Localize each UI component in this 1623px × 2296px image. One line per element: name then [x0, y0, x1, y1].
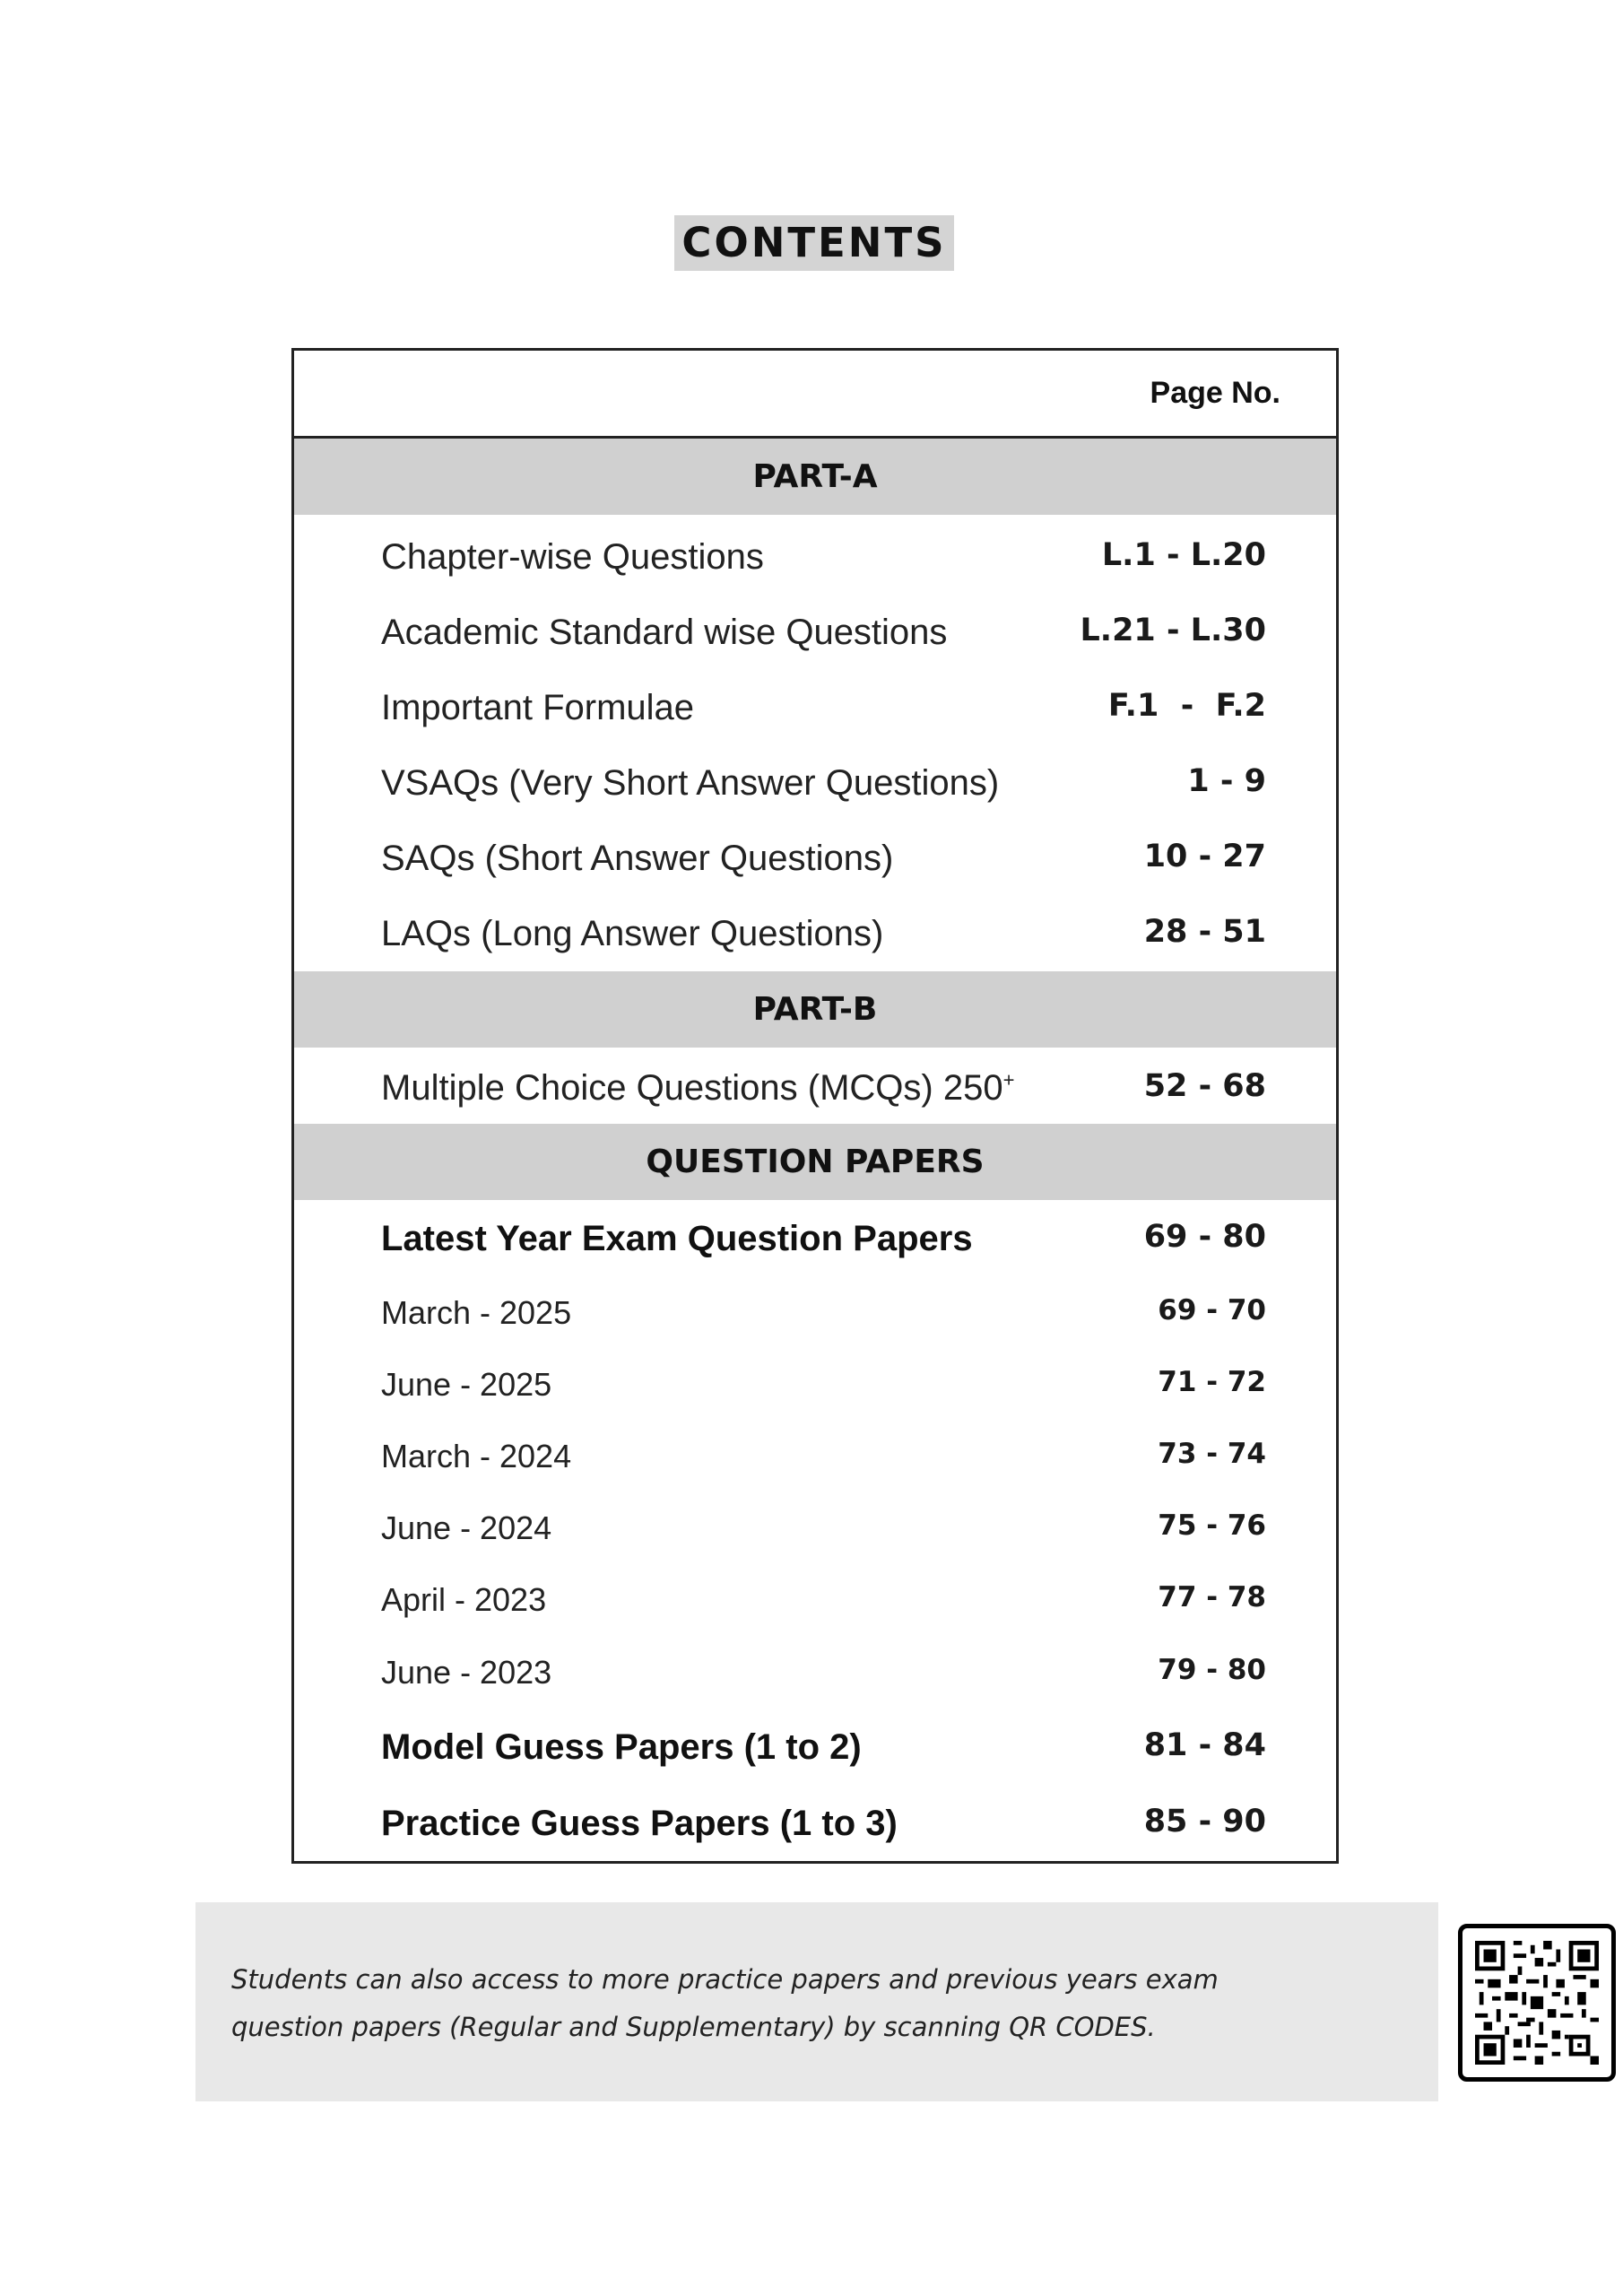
item-label: Important Formulae — [381, 688, 695, 727]
item-label: Academic Standard wise Questions — [381, 613, 948, 652]
item-pages: 79 - 80 — [1158, 1654, 1266, 1686]
item-pages: L.21 - L.30 — [1080, 613, 1266, 648]
item-pages: 10 - 27 — [1143, 839, 1266, 874]
item-label: Practice Guess Papers (1 to 3) — [381, 1804, 898, 1843]
item-label: June - 2023 — [381, 1654, 552, 1691]
section-header-part-a: PART-A — [294, 439, 1336, 515]
section-header-part-b: PART-B — [294, 971, 1336, 1048]
item-label: Chapter-wise Questions — [381, 537, 764, 577]
item-pages: 75 - 76 — [1158, 1509, 1266, 1542]
contents-table — [291, 348, 1339, 1864]
item-pages: F.1 - F.2 — [1107, 688, 1266, 724]
item-label: SAQs (Short Answer Questions) — [381, 839, 894, 878]
item-pages: 69 - 70 — [1158, 1294, 1266, 1326]
item-label: Latest Year Exam Question Papers — [381, 1219, 973, 1258]
item-label: Model Guess Papers (1 to 2) — [381, 1727, 862, 1767]
section-header-question-papers: QUESTION PAPERS — [294, 1124, 1336, 1200]
item-pages: 1 - 9 — [1187, 763, 1266, 799]
item-label: LAQs (Long Answer Questions) — [381, 914, 884, 953]
item-pages: 77 - 78 — [1158, 1581, 1266, 1613]
item-label: March - 2025 — [381, 1294, 572, 1331]
page-no-header: Page No. — [1150, 376, 1280, 410]
item-label: April - 2023 — [381, 1581, 547, 1618]
item-pages: 85 - 90 — [1143, 1804, 1266, 1839]
item-pages: 69 - 80 — [1143, 1219, 1266, 1255]
item-pages: 73 - 74 — [1158, 1438, 1266, 1470]
superscript-plus: + — [1002, 1068, 1015, 1091]
page-title: CONTENTS — [674, 215, 954, 271]
item-pages: 81 - 84 — [1143, 1727, 1266, 1763]
item-pages: 28 - 51 — [1143, 914, 1266, 950]
item-label: March - 2024 — [381, 1438, 572, 1474]
qr-code-icon[interactable] — [1458, 1924, 1616, 2082]
item-pages: 52 - 68 — [1143, 1068, 1266, 1104]
item-label: Multiple Choice Questions (MCQs) 250+ — [381, 1068, 1015, 1108]
qr-note-box — [195, 1902, 1438, 2101]
item-label: June - 2025 — [381, 1366, 552, 1403]
item-label: June - 2024 — [381, 1509, 552, 1546]
item-pages: L.1 - L.20 — [1101, 537, 1266, 573]
item-label: VSAQs (Very Short Answer Questions) — [381, 763, 1000, 803]
qr-code-graphic — [1475, 1941, 1599, 2065]
qr-note-text: Students can also access to more practice papers and previous years exam question papers (Regular and Supplementary) by scanning QR CODES. — [231, 1964, 1219, 2042]
item-pages: 71 - 72 — [1158, 1366, 1266, 1398]
table-header — [294, 351, 1336, 439]
